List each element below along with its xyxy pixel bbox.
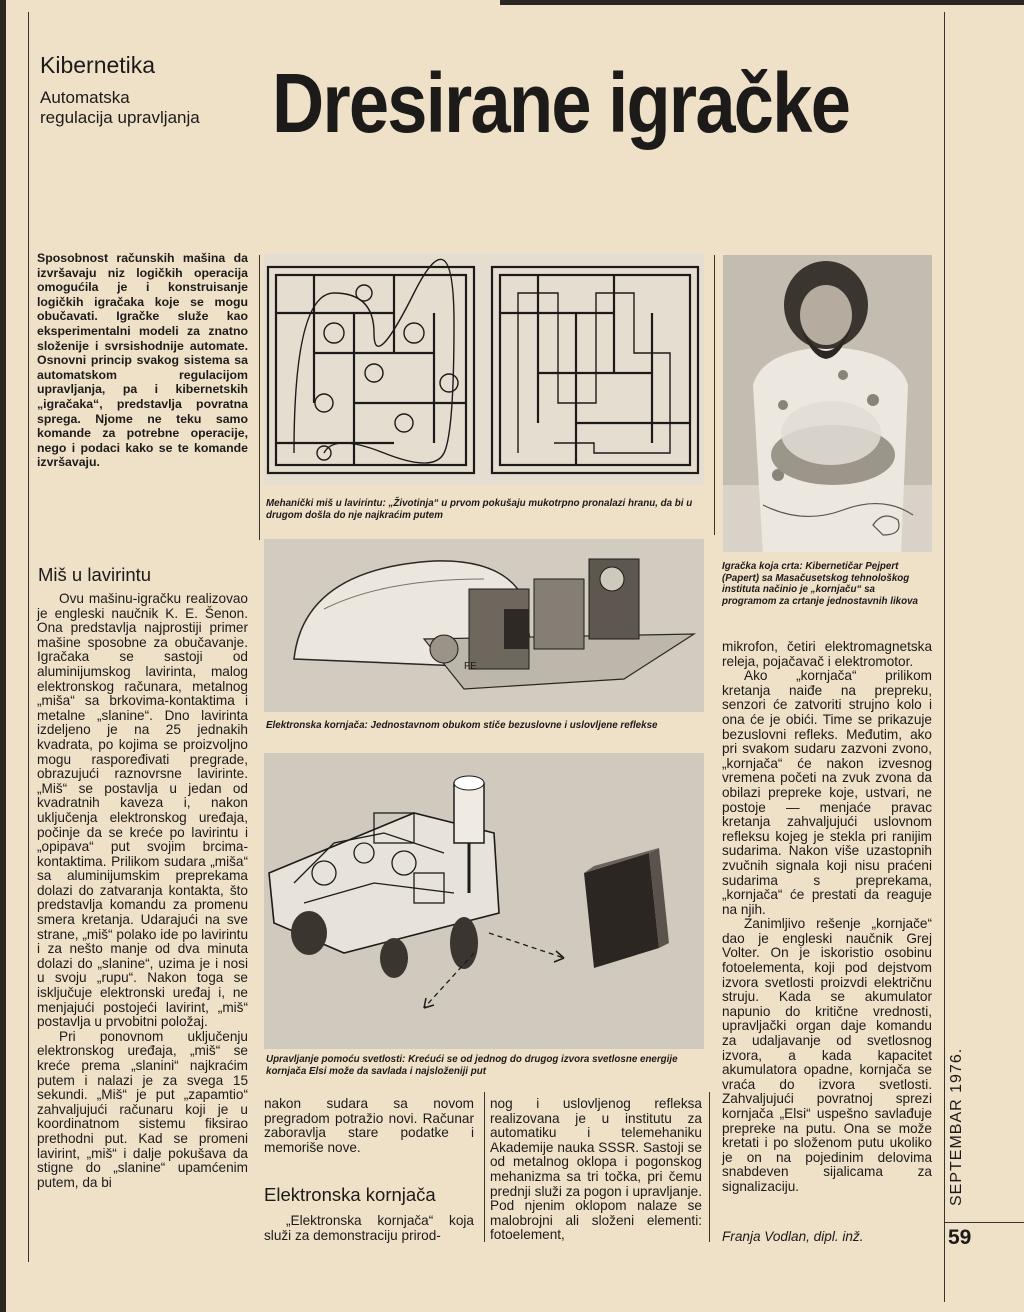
col2-paragraph-2: „Elektronska kornjača“ koja služi za demonstraciju prirod- — [264, 1213, 474, 1243]
author-byline: Franja Vodlan, dipl. inž. — [722, 1229, 864, 1244]
caption-turtle: Elektronska kornjača: Jednostavnom obukom stiče bezuslovne i uslovljene reflekse — [266, 720, 658, 731]
column-1-text — [37, 592, 248, 1190]
heading-mis-u-lavirintu: Miš u lavirintu — [38, 564, 152, 585]
svg-text:FE: FE — [464, 661, 477, 672]
right-margin-rule — [944, 12, 945, 1302]
caption-light: Upravljanje pomoću svetlosti: Krećući se od jednog do drugog izvora svetlosne energije kornjača Elsi može da savlada i najsloženiji put — [266, 1054, 678, 1077]
page-edge-left — [0, 0, 6, 1312]
folio-date: SEPTEMBAR 1976. — [948, 1047, 965, 1206]
turtle-circuit-icon — [264, 539, 704, 712]
left-margin-rule — [28, 12, 29, 1262]
photo-papert-icon — [723, 255, 932, 552]
section-sub-line1: Automatska — [40, 88, 130, 107]
col4-paragraph-1: mikrofon, četiri elektromagnetska releja, pojačavač i elektromotor. — [722, 639, 932, 669]
column-3-text — [490, 1097, 702, 1243]
page-edge-top — [500, 0, 1024, 5]
column-4-text — [722, 640, 932, 1195]
col4-paragraph-3: Zanimljivo rešenje „kornjače“ dao je engleski naučnik Grej Volter. On je iskoristio osobinu fotoelementa, koji pod dejstvom izvora svetlosti proizvdi električnu struju. Kada se akumulator napunio do kritične vrednosti, upravljački organ daje komandu za udaljavanje od svetlosnog izvora, a kada kapacitet akumulatora opadne, kornjača se vraća do izvora svetlosti. Zahvaljujući povratnoj sprezi kornjača „Elsi“ uspešno savlađuje prepreke na putu. Ona se može kretati i po složenom putu ukoliko je on na pojedinim delovima snabdeven sijalicama za signalizaciju. — [722, 916, 932, 1194]
turtle-circuit-illustration — [264, 539, 704, 712]
light-turtle-icon — [264, 753, 704, 1049]
column-rule-2 — [714, 255, 715, 535]
col1-paragraph-1: Ovu mašinu-igračku realizovao je engleski naučnik K. E. Šenon. Ona predstavlja najprostiji primer mašine sposobne za obučavanje. Igračaka se sastoji od aluminijumskog lavirinta, malog elektronskog računara, metalnog „miša“ sa brkovima-kontaktima i metalne „slanine“. Dno lavirinta izdeljeno je na 25 jednakih kvadrata, po kojima se proizvoljno mogu raspoređivati pregrade, obrazujući raznovrsne lavirinte. „Miš“ se postavlja u jedan od kvadratnih kaveza i, nakon uključenja elektronskog uređaja, počinje da se kreće po lavirintu i „opipava“ put svojim brcima-kontaktima. Prilikom sudara „miša“ sa aluminijumskim preprekama dolazi do zatvaranja kontakta, što predstavlja komandu za promenu smera kretanja. Udarajući na sve strane, „miš“ polako ide po lavirintu i za nešto manje od dva minuta dolazi do „slanine“, uzima je i nosi u svoju „rupu“. Nakon toga se isključuje elektronski uređaj i, ne menjajući postojeći lavirint, „miš“ postavlja u prvobitni položaj. — [37, 591, 248, 1030]
column-rule-1 — [259, 255, 260, 540]
page-number: 59 — [948, 1226, 972, 1249]
caption-maze: Mehanički miš u lavirintu: „Životinja“ u prvom pokušaju mukotrpno pronalazi hranu, da bi u drugom došla do nje najkraćim putem — [266, 498, 693, 521]
lead-paragraph: Sposobnost računskih mašina da izvršavaju niz logičkih operacija omogućila je i konstruisanje logičkih igračaka koje se mogu obučavati. Igračke služe kao eksperimentalni modeli za znatno složenije i svrsishodnije automate. Osnovni princip svakog sistema sa automatskom regulacijom upravljanja, pa i kibernetskih „igračaka“, predstavlja povratna sprega. Njome ne teku samo komande za potrebne operacije, nego i podaci kako se te komande izvršavaju. — [37, 251, 248, 470]
maze-drawing-icon — [264, 253, 704, 485]
col3-paragraph-1: nog i uslovljenog refleksa realizovana je u institutu za automatiku i telemehaniku Akademije nauka SSSR. Sastoji se od metalnog oklopa i pogonskog mehanizma sa tri točka, pri čemu prednji služi za pogon i upravljanje. Pod njenim oklopom nalaze se malobrojni ali složeni elementi: fotoelement, — [490, 1096, 702, 1243]
col2-paragraph-1: nakon sudara sa novom pregradom potražio novi. Računar zaboravlja stare podatke i memoriše nove. — [264, 1096, 474, 1155]
page-title: Dresirane igračke — [272, 56, 850, 150]
section-kicker: Kibernetika — [40, 52, 156, 78]
col1-paragraph-2: Pri ponovnom uključenju elektronskog uređaja, „miš“ se kreće prema „slanini“ najkraćim putem i nalazi je za svega 15 sekundi. „Miš“ je put „zapamtio“ zahvaljujući računaru koji je u koordinatnom sistemu fiksirao prethodni put. Kad se promeni lavirint, „miš“ i dalje pokušava da stigne do „slanine“ upamćenim putem, da bi — [37, 1028, 248, 1190]
photo-papert-turtle — [723, 255, 932, 552]
light-guided-turtle-illustration — [264, 753, 704, 1049]
col4-paragraph-2: Ako „kornjača“ prilikom kretanja naiđe na prepreku, senzori će zatvoriti strujno kolo i ona će je obići. Time se prikazuje bezuslovni refleks. Međutim, ako pri svakom sudaru zazvoni zvono, „kornjača“ će nakon izvesnog vremena početi na zvuk zvona da obilazi prepreke koje, ustvari, ne postoje — menjaće pravac kretanja zahvaljujući uslovnom refleksu kojeg je stekla pri ranijim sudarima. Nakon više uzastopnih zvučnih signala koji nisu praćeni sudarima s preprekama, „kornjača“ će prestati da reaguje na njih. — [722, 668, 932, 917]
column-rule-4 — [709, 1092, 710, 1242]
folio-rule — [944, 1222, 1024, 1223]
maze-illustration — [264, 253, 704, 485]
caption-photo: Igračka koja crta: Kibernetičar Pejpert (Papert) sa Masačusetskog tehnološkog instituta načinio je „kornjaču“ sa programom za crtanje jednostavnih likova — [722, 561, 918, 607]
column-rule-3 — [484, 1092, 485, 1242]
heading-elektronska-kornjaca: Elektronska kornjača — [264, 1184, 436, 1205]
column-2-text — [264, 1097, 474, 1155]
column-2-text-b — [264, 1214, 474, 1243]
section-sub-line2: regulacija upravljanja — [40, 108, 200, 127]
